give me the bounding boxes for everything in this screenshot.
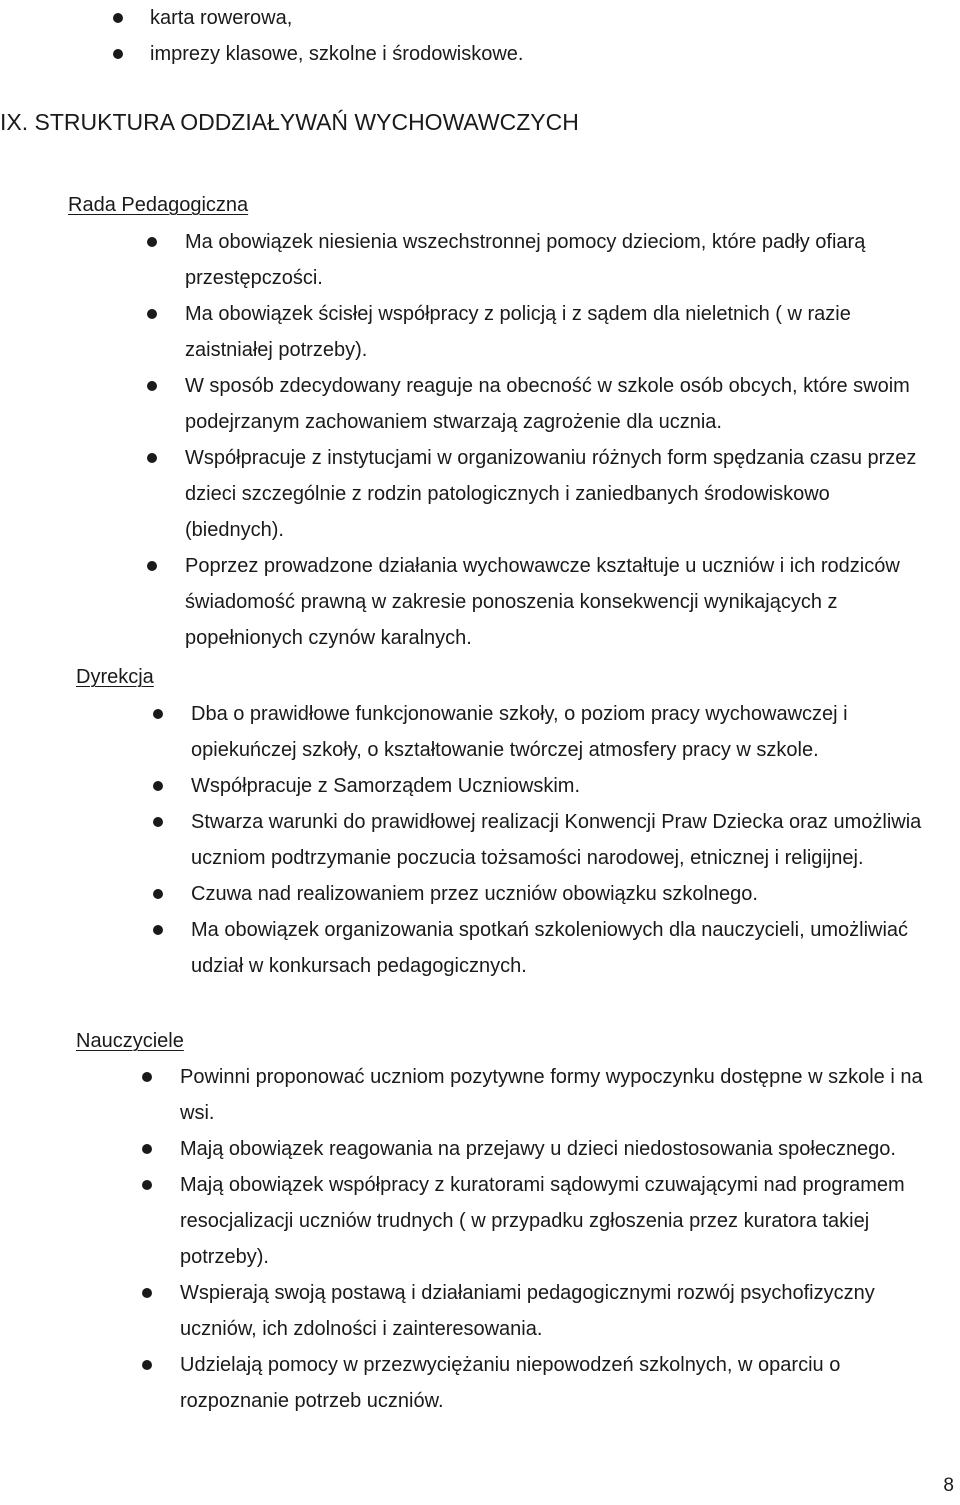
bullet-icon	[147, 237, 157, 247]
intro-list	[0, 0, 900, 72]
list-item	[0, 1275, 945, 1347]
bullet-icon	[113, 49, 123, 59]
bullet-icon	[147, 309, 157, 319]
section-label-rada-pedagogiczna: Rada Pedagogiczna	[68, 194, 249, 216]
section-list-nauczyciele	[0, 1059, 945, 1419]
list-item	[0, 912, 955, 984]
list-item-text: imprezy klasowe, szkolne i środowiskowe.	[150, 43, 524, 65]
list-item	[0, 1131, 945, 1167]
list-item	[0, 368, 930, 440]
bullet-icon	[147, 453, 157, 463]
list-item	[0, 0, 900, 36]
bullet-icon	[142, 1072, 152, 1082]
bullet-icon	[113, 13, 123, 23]
bullet-icon	[153, 925, 163, 935]
list-item	[0, 1347, 945, 1419]
list-item	[0, 36, 900, 72]
list-item-text: karta rowerowa,	[150, 7, 293, 29]
bullet-icon	[147, 381, 157, 391]
list-item-text: Ma obowiązek organizowania spotkań szkoleniowych dla nauczycieli, umożliwiać udział w konkursach pedagogicznych.	[191, 919, 909, 977]
section-label-dyrekcja: Dyrekcja	[76, 666, 154, 688]
bullet-icon	[147, 561, 157, 571]
list-item	[0, 1059, 945, 1131]
list-item-text: Powinni proponować uczniom pozytywne formy wypoczynku dostępne w szkole i na wsi.	[180, 1066, 923, 1124]
list-item	[0, 548, 930, 656]
list-item-text: Ma obowiązek niesienia wszechstronnej pomocy dzieciom, które padły ofiarą przestępczości.	[185, 231, 866, 289]
list-item	[0, 768, 955, 804]
list-item-text: Czuwa nad realizowaniem przez uczniów obowiązku szkolnego.	[191, 883, 758, 905]
bullet-icon	[153, 889, 163, 899]
list-item-text: Stwarza warunki do prawidłowej realizacji Konwencji Praw Dziecka oraz umożliwia uczniom podtrzymanie poczucia tożsamości narodowej, etnicznej i religijnej.	[191, 811, 922, 869]
list-item-text: Współpracuje z instytucjami w organizowaniu różnych form spędzania czasu przez dzieci szczególnie z rodzin patologicznych i zaniedbanych środowiskowo (biednych).	[185, 447, 917, 541]
list-item-text: Poprzez prowadzone działania wychowawcze kształtuje u uczniów i ich rodziców świadomość prawną w zakresie ponoszenia konsekwencji wynikających z popełnionych czynów karalnych.	[185, 555, 900, 649]
list-item-text: Wspierają swoją postawą i działaniami pedagogicznymi rozwój psychofizyczny uczniów, ich zdolności i zainteresowania.	[180, 1282, 875, 1340]
list-item	[0, 804, 955, 876]
section-list-dyrekcja	[0, 696, 955, 984]
bullet-icon	[142, 1288, 152, 1298]
list-item-text: Ma obowiązek ścisłej współpracy z policją i z sądem dla nieletnich ( w razie zaistniałej potrzeby).	[185, 303, 851, 361]
list-item-text: Współpracuje z Samorządem Uczniowskim.	[191, 775, 581, 797]
section-list-rada-pedagogiczna	[0, 224, 930, 656]
bullet-icon	[142, 1180, 152, 1190]
bullet-icon	[153, 781, 163, 791]
list-item-text: Udzielają pomocy w przezwyciężaniu niepowodzeń szkolnych, w oparciu o rozpoznanie potrzeb uczniów.	[180, 1354, 841, 1412]
list-item	[0, 1167, 945, 1275]
bullet-icon	[142, 1144, 152, 1154]
list-item	[0, 296, 930, 368]
list-item	[0, 440, 930, 548]
section-label-nauczyciele: Nauczyciele	[76, 1030, 184, 1052]
list-item	[0, 696, 955, 768]
bullet-icon	[142, 1360, 152, 1370]
list-item-text: Dba o prawidłowe funkcjonowanie szkoły, o poziom pracy wychowawczej i opiekuńczej szkoły, o kształtowanie twórczej atmosfery pracy w szkole.	[191, 703, 848, 761]
list-item-text: W sposób zdecydowany reaguje na obecność w szkole osób obcych, które swoim podejrzanym zachowaniem stwarzają zagrożenie dla ucznia.	[185, 375, 910, 433]
bullet-icon	[153, 817, 163, 827]
list-item	[0, 876, 955, 912]
list-item	[0, 224, 930, 296]
page-number: 8	[943, 1475, 954, 1496]
list-item-text: Mają obowiązek reagowania na przejawy u dzieci niedostosowania społecznego.	[180, 1138, 896, 1160]
list-item-text: Mają obowiązek współpracy z kuratorami sądowymi czuwającymi nad programem resocjalizacji uczniów trudnych ( w przypadku zgłoszenia przez kuratora takiej potrzeby).	[180, 1174, 905, 1268]
bullet-icon	[153, 709, 163, 719]
chapter-heading: IX. STRUKTURA ODDZIAŁYWAŃ WYCHOWAWCZYCH	[0, 109, 579, 135]
